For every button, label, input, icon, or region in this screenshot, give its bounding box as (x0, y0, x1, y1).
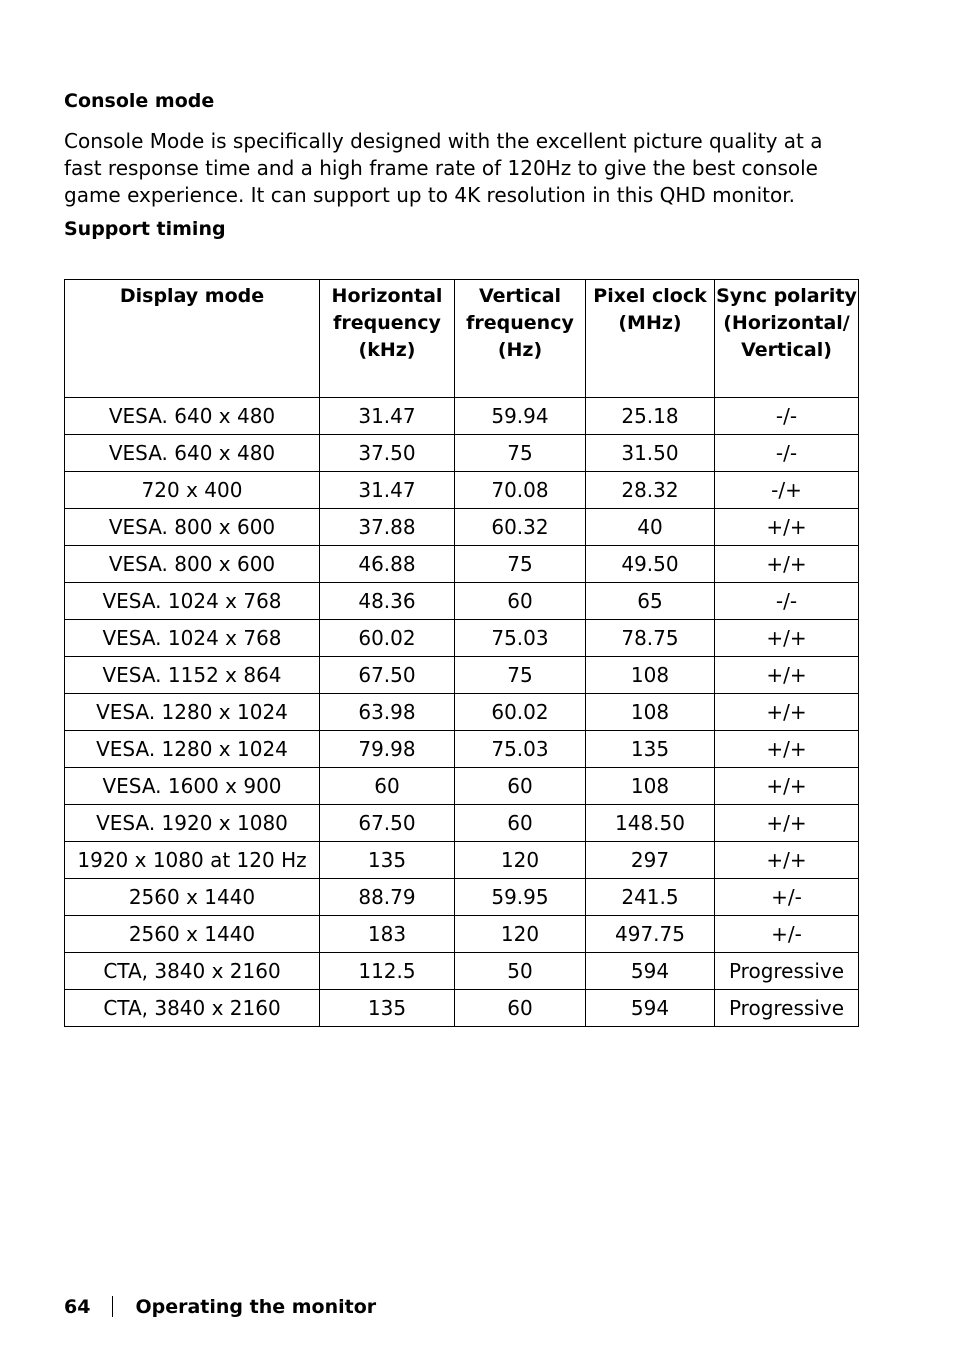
header-sync-polarity: Sync polarity (Horizontal/ Vertical) (715, 280, 859, 398)
table-cell: 75 (455, 435, 586, 472)
table-cell: VESA. 800 x 600 (65, 509, 320, 546)
table-cell: 79.98 (320, 731, 455, 768)
table-cell: 108 (586, 768, 715, 805)
table-row (65, 694, 859, 731)
table-cell: 59.95 (455, 879, 586, 916)
table-body (65, 398, 859, 1027)
table-row (65, 990, 859, 1027)
table-cell: 60 (320, 768, 455, 805)
table-cell: 49.50 (586, 546, 715, 583)
table-cell: 31.47 (320, 398, 455, 435)
table-cell: 78.75 (586, 620, 715, 657)
table-cell: 60 (455, 990, 586, 1027)
table-cell: 37.88 (320, 509, 455, 546)
table-row (65, 916, 859, 953)
table-cell: 59.94 (455, 398, 586, 435)
table-cell: +/- (715, 879, 859, 916)
table-cell: 60.32 (455, 509, 586, 546)
console-mode-description: Console Mode is specifically designed with the excellent picture quality at a fast response time and a high frame rate of 120Hz to give the best console game experience. It can support up to 4K resolution in this QHD monitor. (64, 129, 823, 207)
table-cell: 48.36 (320, 583, 455, 620)
table-row (65, 805, 859, 842)
header-display-mode: Display mode (65, 280, 320, 398)
table-cell: VESA. 1024 x 768 (65, 620, 320, 657)
table-cell: 60 (455, 805, 586, 842)
table-cell: 50 (455, 953, 586, 990)
page-footer (64, 1295, 376, 1319)
table-header-row (65, 280, 859, 398)
table-cell: 60.02 (320, 620, 455, 657)
table-cell: 60 (455, 768, 586, 805)
table-row (65, 509, 859, 546)
table-cell: 31.47 (320, 472, 455, 509)
table-cell: VESA. 1280 x 1024 (65, 694, 320, 731)
table-cell: +/+ (715, 546, 859, 583)
table-cell: 183 (320, 916, 455, 953)
table-cell: 135 (586, 731, 715, 768)
table-cell: 65 (586, 583, 715, 620)
table-row (65, 620, 859, 657)
table-row (65, 842, 859, 879)
table-row (65, 435, 859, 472)
table-row (65, 583, 859, 620)
table-cell: 112.5 (320, 953, 455, 990)
table-cell: 241.5 (586, 879, 715, 916)
table-cell: 108 (586, 657, 715, 694)
table-cell: 60.02 (455, 694, 586, 731)
table-cell: 88.79 (320, 879, 455, 916)
table-cell: 497.75 (586, 916, 715, 953)
table-cell: 108 (586, 694, 715, 731)
table-cell: -/- (715, 398, 859, 435)
table-cell: 63.98 (320, 694, 455, 731)
table-cell: 135 (320, 990, 455, 1027)
table-cell: 46.88 (320, 546, 455, 583)
table-cell: +/+ (715, 768, 859, 805)
table-cell: +/+ (715, 657, 859, 694)
table-cell: -/- (715, 583, 859, 620)
table-cell: 1920 x 1080 at 120 Hz (65, 842, 320, 879)
table-row (65, 657, 859, 694)
table-cell: +/+ (715, 731, 859, 768)
table-cell: +/- (715, 916, 859, 953)
footer-section-title: Operating the monitor (135, 1296, 377, 1318)
table-cell: +/+ (715, 509, 859, 546)
table-cell: 75.03 (455, 620, 586, 657)
table-cell: -/+ (715, 472, 859, 509)
table-cell: 40 (586, 509, 715, 546)
header-vertical-frequency: Vertical frequency (Hz) (455, 280, 586, 398)
table-row (65, 546, 859, 583)
support-timing-table (64, 279, 859, 1027)
table-row (65, 398, 859, 435)
table-row (65, 879, 859, 916)
console-mode-heading: Console mode (64, 90, 215, 112)
table-cell: 2560 x 1440 (65, 879, 320, 916)
table-cell: VESA. 1152 x 864 (65, 657, 320, 694)
table-cell: 720 x 400 (65, 472, 320, 509)
table-cell: 148.50 (586, 805, 715, 842)
table-cell: +/+ (715, 805, 859, 842)
table-cell: 75 (455, 657, 586, 694)
table-cell: VESA. 1024 x 768 (65, 583, 320, 620)
table-cell: 594 (586, 953, 715, 990)
table-cell: 70.08 (455, 472, 586, 509)
table-cell: 31.50 (586, 435, 715, 472)
table-cell: 135 (320, 842, 455, 879)
table-cell: 594 (586, 990, 715, 1027)
header-pixel-clock: Pixel clock (MHz) (586, 280, 715, 398)
table-cell: 75 (455, 546, 586, 583)
table-cell: +/+ (715, 620, 859, 657)
table-cell: -/- (715, 435, 859, 472)
table-row (65, 768, 859, 805)
table-cell: Progressive (715, 953, 859, 990)
table-cell: CTA, 3840 x 2160 (65, 990, 320, 1027)
table-row (65, 472, 859, 509)
table-cell: +/+ (715, 842, 859, 879)
table-cell: VESA. 640 x 480 (65, 398, 320, 435)
table-cell: 75.03 (455, 731, 586, 768)
table-cell: 2560 x 1440 (65, 916, 320, 953)
table-cell: 67.50 (320, 657, 455, 694)
table-cell: 297 (586, 842, 715, 879)
footer-divider (112, 1296, 113, 1317)
table-cell: 67.50 (320, 805, 455, 842)
table-cell: VESA. 640 x 480 (65, 435, 320, 472)
table-cell: VESA. 1280 x 1024 (65, 731, 320, 768)
table-cell: CTA, 3840 x 2160 (65, 953, 320, 990)
table-cell: 120 (455, 916, 586, 953)
table-cell: +/+ (715, 694, 859, 731)
table-cell: Progressive (715, 990, 859, 1027)
table-cell: 120 (455, 842, 586, 879)
table-cell: VESA. 800 x 600 (65, 546, 320, 583)
header-horizontal-frequency: Horizontal frequency (kHz) (320, 280, 455, 398)
table-row (65, 731, 859, 768)
table-cell: VESA. 1600 x 900 (65, 768, 320, 805)
table-cell: 60 (455, 583, 586, 620)
table-cell: 25.18 (586, 398, 715, 435)
page-number: 64 (64, 1296, 91, 1318)
table-row (65, 953, 859, 990)
support-timing-heading: Support timing (64, 218, 226, 240)
table-cell: 37.50 (320, 435, 455, 472)
table-cell: 28.32 (586, 472, 715, 509)
table-cell: VESA. 1920 x 1080 (65, 805, 320, 842)
